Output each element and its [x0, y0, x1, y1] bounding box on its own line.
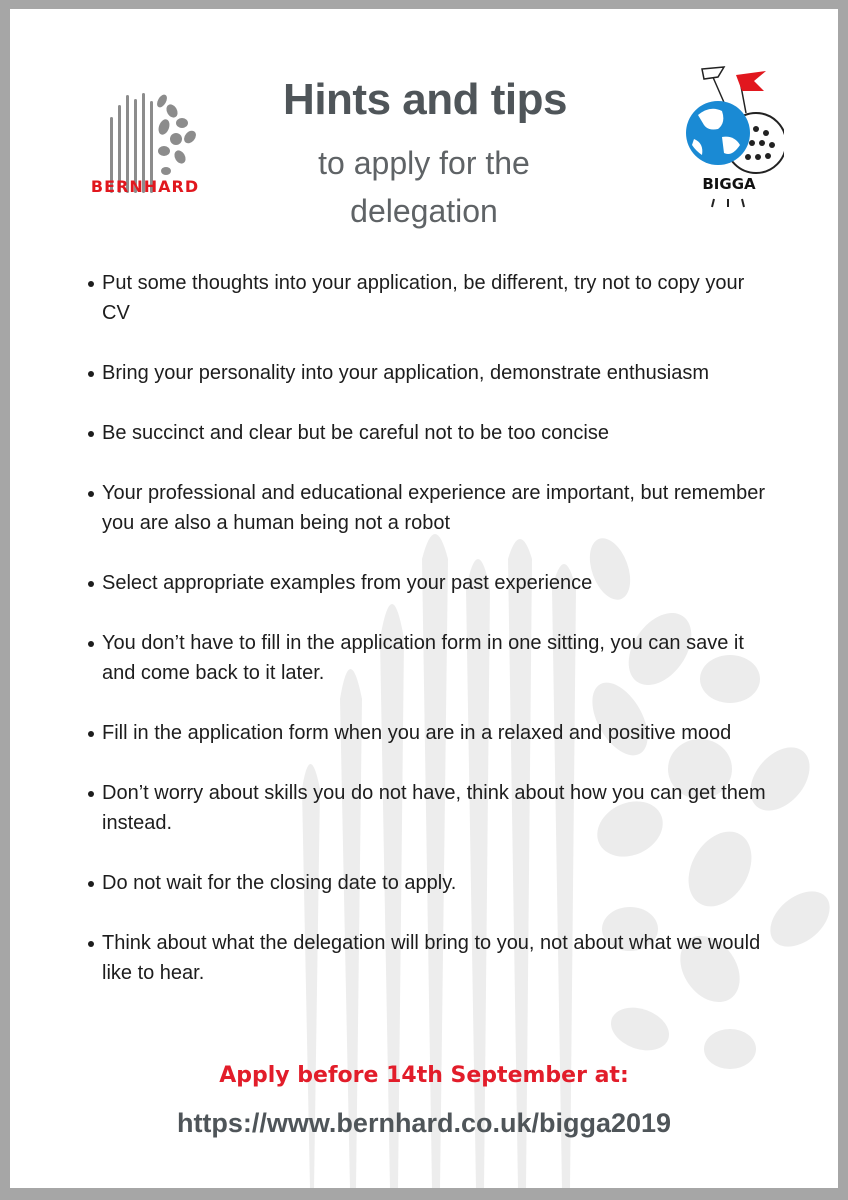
apply-deadline-text: Apply before 14th September at:: [219, 1063, 629, 1088]
page-title: Hints and tips: [283, 75, 567, 124]
tip-item: You don’t have to fill in the application form in one sitting, you can save it and come back to it later.: [90, 628, 770, 688]
tip-item: Think about what the delegation will bring to you, not about what we would like to hear.: [90, 928, 770, 988]
application-url[interactable]: https://www.bernhard.co.uk/bigga2019: [176, 1108, 672, 1138]
subtitle-line-2: delegation: [350, 193, 498, 229]
poster-page: [10, 9, 838, 1188]
tip-item: Your professional and educational experience are important, but remember you are also a human being not a robot: [90, 478, 770, 538]
bernhard-wordmark: BERNHARD: [90, 177, 200, 196]
tip-item: Be succinct and clear but be careful not to be too concise: [90, 418, 770, 448]
tip-item: Put some thoughts into your application, be different, try not to copy your CV: [90, 268, 770, 328]
page-subtitle: [250, 139, 598, 235]
subtitle-line-1: to apply for the: [318, 145, 530, 181]
bigga-wordmark: BIGGA: [702, 175, 756, 193]
tip-item: Don’t worry about skills you do not have, think about how you can get them instead.: [90, 778, 770, 838]
tip-item: Bring your personality into your application, demonstrate enthusiasm: [90, 358, 770, 388]
tip-item: Fill in the application form when you are in a relaxed and positive mood: [90, 718, 770, 748]
tip-item: Do not wait for the closing date to apply.: [90, 868, 770, 898]
tips-list: [90, 268, 770, 1018]
tip-item: Select appropriate examples from your past experience: [90, 568, 770, 598]
